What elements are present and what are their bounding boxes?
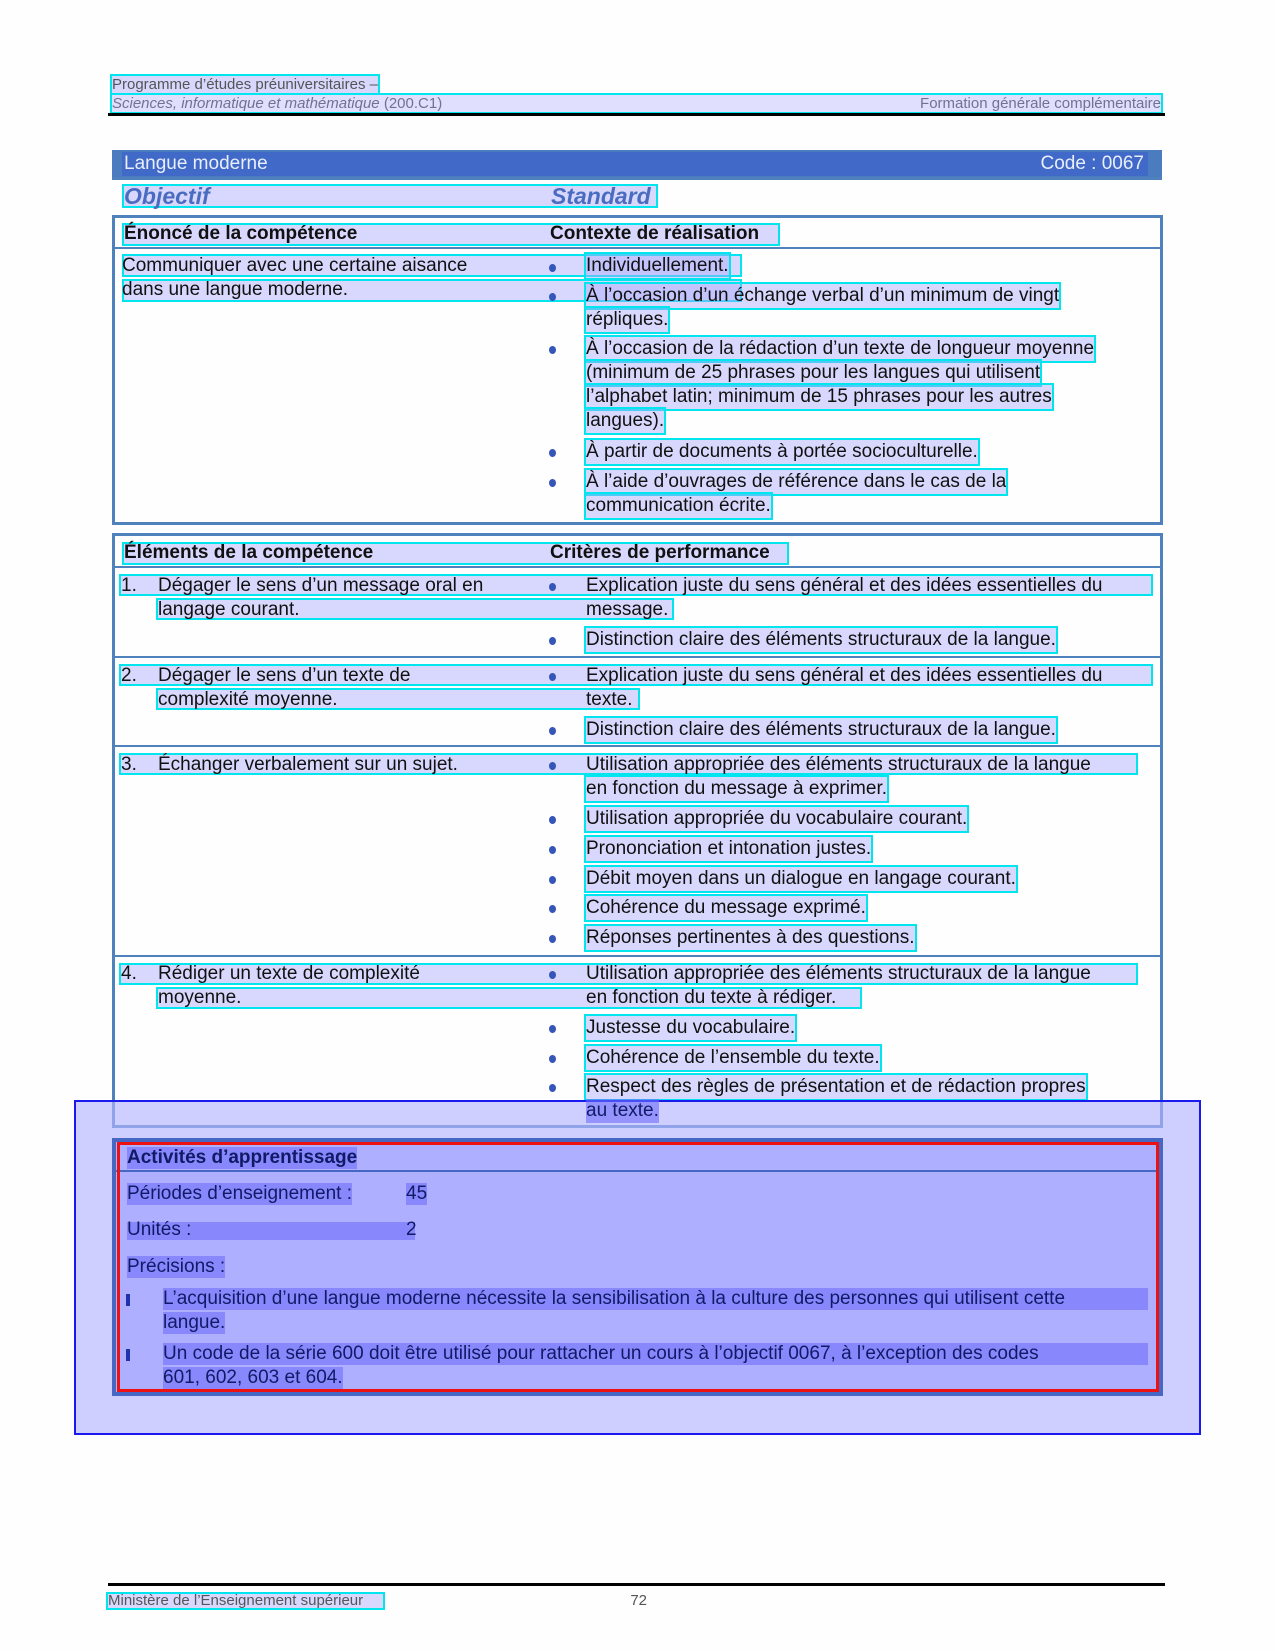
- footer-ministry: Ministère de l’Enseignement supérieur: [108, 1592, 364, 1609]
- header-program: Programme d’études préuniversitaires –: [112, 76, 378, 93]
- precision-item-cont: langue.: [163, 1312, 226, 1333]
- header-program-name: Sciences, informatique et mathématique: [112, 95, 380, 112]
- bullet-icon: [549, 905, 556, 913]
- criterion: Utilisation appropriée des éléments structuraux de la langue: [586, 754, 1091, 775]
- element-text: Dégager le sens d’un texte de: [158, 665, 411, 686]
- bullet-icon: [549, 583, 556, 591]
- element-text: Échanger verbalement sur un sujet.: [158, 754, 458, 775]
- bullet-icon: [126, 1294, 130, 1306]
- footer-rule: [108, 1583, 1165, 1586]
- page-number: 72: [630, 1592, 647, 1609]
- criterion-cont: en fonction du texte à rédiger.: [586, 987, 837, 1008]
- criterion: Réponses pertinentes à des questions.: [586, 927, 915, 948]
- criterion-cont: en fonction du message à exprimer.: [586, 778, 888, 799]
- competence-statement-line2: dans une langue moderne.: [122, 279, 349, 300]
- element-text-cont: complexité moyenne.: [158, 689, 338, 710]
- criterion-cont: au texte.: [586, 1100, 659, 1121]
- criteria-heading: Critères de performance: [550, 542, 770, 563]
- header-highlight: [112, 95, 1161, 112]
- header-formation: Formation générale complémentaire: [920, 95, 1161, 112]
- bullet-icon: [126, 1349, 130, 1361]
- bullet-icon: [549, 264, 556, 272]
- criterion-cont: message.: [586, 599, 669, 620]
- element-number: 2.: [121, 665, 137, 686]
- context-item-cont: communication écrite.: [586, 495, 771, 516]
- context-item: À l’occasion de la rédaction d’un texte de longueur moyenne: [586, 338, 1095, 359]
- precision-item: Un code de la série 600 doit être utilisé pour rattacher un cours à l’objectif 0067, à l’exception des codes: [163, 1343, 1148, 1365]
- row-divider: [112, 656, 1163, 658]
- bullet-icon: [549, 673, 556, 681]
- bullet-icon: [549, 816, 556, 824]
- objectif-heading: Objectif: [124, 183, 210, 209]
- bullet-icon: [549, 293, 556, 301]
- standard-heading: Standard: [551, 183, 651, 209]
- context-item: Individuellement.: [586, 255, 729, 276]
- criterion: Utilisation appropriée du vocabulaire courant.: [586, 808, 968, 829]
- criterion: Distinction claire des éléments structuraux de la langue.: [586, 629, 1056, 650]
- criterion: Justesse du vocabulaire.: [586, 1017, 796, 1038]
- elements-header-rule: [112, 566, 1163, 568]
- objective-code: Code : 0067: [1040, 153, 1144, 174]
- element-number: 3.: [121, 754, 137, 775]
- bullet-icon: [549, 846, 556, 854]
- context-item-cont: (minimum de 25 phrases pour les langues qui utilisent: [586, 362, 1041, 383]
- bullet-icon: [549, 971, 556, 979]
- header-program-code: (200.C1): [379, 95, 443, 112]
- bullet-icon: [549, 637, 556, 645]
- periods-value: 45: [406, 1183, 428, 1204]
- criterion: Prononciation et intonation justes.: [586, 838, 872, 859]
- competence-statement-line1: Communiquer avec une certaine aisance: [122, 255, 468, 276]
- element-text: Rédiger un texte de complexité: [158, 963, 420, 984]
- elements-heading: Éléments de la compétence: [124, 542, 374, 563]
- criterion: Respect des règles de présentation et de rédaction propres: [586, 1076, 1086, 1097]
- criterion: Explication juste du sens général et des idées essentielles du: [586, 575, 1103, 596]
- bullet-icon: [549, 479, 556, 487]
- criterion: Débit moyen dans un dialogue en langage courant.: [586, 868, 1016, 889]
- subject-title: Langue moderne: [124, 153, 268, 174]
- element-text-cont: moyenne.: [158, 987, 242, 1008]
- element-number: 1.: [121, 575, 137, 596]
- activities-heading: Activités d’apprentissage: [127, 1147, 358, 1168]
- bullet-icon: [549, 346, 556, 354]
- element-text-cont: langage courant.: [158, 599, 300, 620]
- units-value: 2: [406, 1219, 417, 1240]
- bullet-icon: [549, 727, 556, 735]
- bullet-icon: [549, 1084, 556, 1092]
- criterion: Utilisation appropriée des éléments structuraux de la langue: [586, 963, 1091, 984]
- criterion-cont: texte.: [586, 689, 633, 710]
- context-item: À l’aide d’ouvrages de référence dans le cas de la: [586, 471, 1007, 492]
- criterion: Explication juste du sens général et des idées essentielles du: [586, 665, 1103, 686]
- row-divider: [112, 745, 1163, 747]
- criterion: Cohérence du message exprimé.: [586, 897, 866, 918]
- title-bar-highlight: [122, 152, 1148, 176]
- row-divider: [112, 955, 1163, 957]
- bullet-icon: [549, 876, 556, 884]
- bullet-icon: [549, 1025, 556, 1033]
- competence-header-rule: [112, 247, 1163, 249]
- precision-item: L’acquisition d’une langue moderne nécessite la sensibilisation à la culture des personnes qui utilisent cette: [163, 1288, 1148, 1310]
- periods-label: Périodes d’enseignement :: [127, 1183, 352, 1204]
- context-heading: Contexte de réalisation: [550, 223, 760, 244]
- element-text: Dégager le sens d’un message oral en: [158, 575, 484, 596]
- context-item-cont: langues).: [586, 410, 665, 431]
- criterion: Cohérence de l’ensemble du texte.: [586, 1047, 880, 1068]
- header-rule: [108, 113, 1165, 116]
- context-item-cont: l’alphabet latin; minimum de 15 phrases pour les autres: [586, 386, 1052, 407]
- element-number: 4.: [121, 963, 137, 984]
- context-item: À partir de documents à portée socioculturelle.: [586, 441, 978, 462]
- bullet-icon: [549, 1055, 556, 1063]
- bullet-icon: [549, 449, 556, 457]
- criterion: Distinction claire des éléments structuraux de la langue.: [586, 719, 1056, 740]
- bullet-icon: [549, 935, 556, 943]
- bullet-icon: [549, 762, 556, 770]
- context-item-cont: répliques.: [586, 309, 669, 330]
- context-item: À l’occasion d’un échange verbal d’un minimum de vingt: [586, 285, 1060, 306]
- precisions-label: Précisions :: [127, 1256, 226, 1277]
- units-label: Unités :: [127, 1219, 192, 1240]
- competence-statement-heading: Énoncé de la compétence: [124, 223, 358, 244]
- precision-item-cont: 601, 602, 603 et 604.: [163, 1367, 343, 1388]
- course-title-bar: [112, 150, 1162, 180]
